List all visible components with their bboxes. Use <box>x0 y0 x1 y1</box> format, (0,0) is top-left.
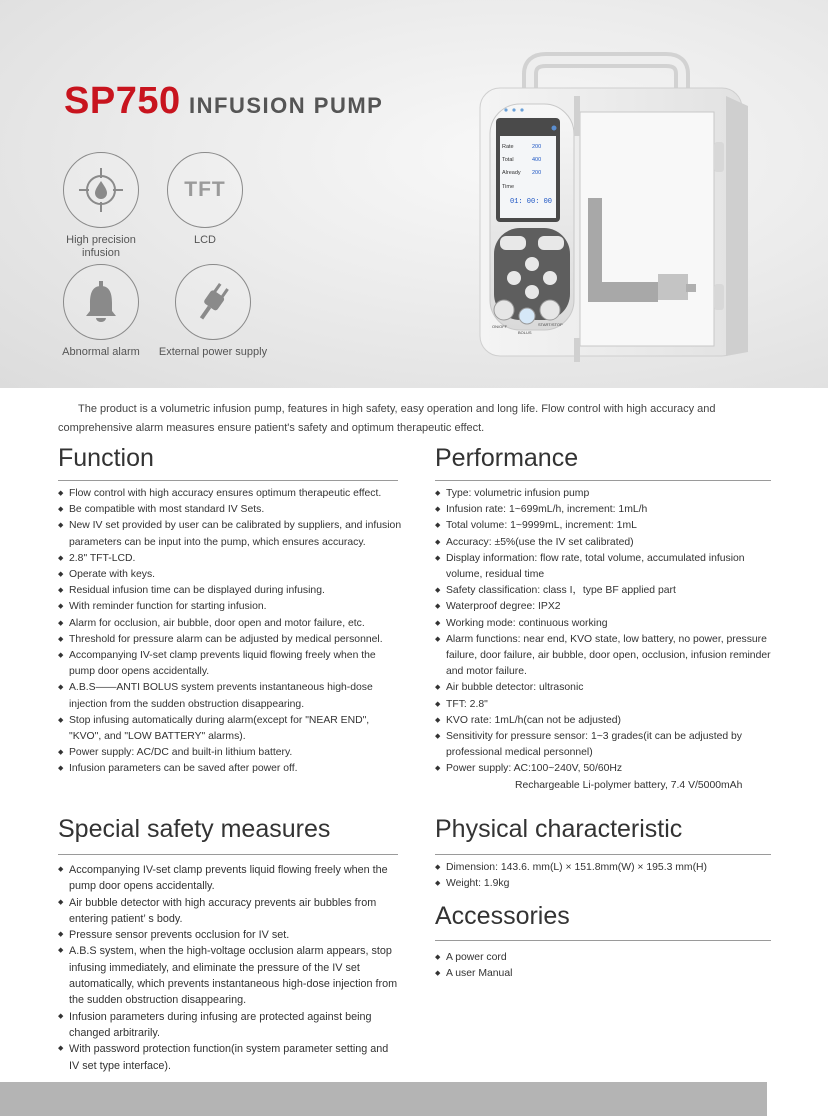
pump-device-image <box>470 52 760 382</box>
screen-rate-value: 200 <box>532 144 542 150</box>
bell-icon <box>63 264 139 340</box>
start-stop-button-label: START/STOP <box>538 322 563 327</box>
list-item: ◆ With reminder function for starting infusion. <box>58 599 404 615</box>
physical-list <box>435 860 775 892</box>
physical-title: Physical characteristic <box>435 815 683 843</box>
on-off-button-label: ON/OFF <box>492 324 508 329</box>
tft-icon-text: TFT <box>184 178 226 201</box>
list-item: ◆ Waterproof degree: IPX2 <box>435 599 777 615</box>
list-item: ◆ Infusion parameters during infusing are protected against being changed arbitrarily. <box>58 1009 398 1042</box>
list-item: ◆ A.B.S system, when the high-voltage occlusion alarm appears, stop infusing immediately, and eliminate the pressure of the IV set automatically, which prevents instantaneous high-dose injection from the sudden obstruction disappearing. <box>58 943 398 1008</box>
bolus-button-label: BOLUS <box>518 330 532 335</box>
list-item: ◆ Infusion rate: 1~699mL/h, increment: 1mL/h <box>435 502 777 518</box>
screen-already-label: Already <box>502 170 521 176</box>
list-item: ◆ KVO rate: 1mL/h(can not be adjusted) <box>435 713 777 729</box>
intro-paragraph: The product is a volumetric infusion pump, features in high safety, easy operation and long life. Flow control with high accuracy and comprehensive alarm measures ensure patient's safety and optimum therapeutic effect. <box>58 403 716 434</box>
list-item: ◆ Working mode: continuous working <box>435 616 777 632</box>
list-item: ◆ Alarm functions: near end, KVO state, low battery, no power, pressure failure, door failure, air bubble, door open, occlusion, infusion reminder and motor failure. <box>435 632 777 681</box>
list-item: ◆ 2.8" TFT-LCD. <box>58 551 404 567</box>
screen-time-label: Time <box>502 184 515 190</box>
safety-title: Special safety measures <box>58 815 331 843</box>
list-item: ◆ Alarm for occlusion, air bubble, door open and motor failure, etc. <box>58 616 404 632</box>
screen-total-label: Total <box>502 157 514 163</box>
safety-divider <box>58 854 398 855</box>
function-divider <box>58 480 398 481</box>
plug-icon <box>175 264 251 340</box>
list-item: ◆ Safety classification: class I，type BF applied part <box>435 583 777 599</box>
footer-bar <box>0 1082 767 1116</box>
list-item: ◆ Operate with keys. <box>58 567 404 583</box>
list-item: ◆ A.B.S——ANTI BOLUS system prevents instantaneous high-dose injection from the sudden obstruction disappearing. <box>58 680 404 712</box>
screen-rate-label: Rate <box>502 144 514 150</box>
list-item: ◆ Display information: flow rate, total volume, accumulated infusion volume, residual time <box>435 551 777 583</box>
function-list <box>58 486 404 778</box>
list-item: ◆ Residual infusion time can be displayed during infusing. <box>58 583 404 599</box>
physical-divider <box>435 854 771 855</box>
list-item: ◆ Air bubble detector with high accuracy prevents air bubbles from entering patient’ s body. <box>58 895 398 928</box>
list-item: ◆ A power cord <box>435 950 775 966</box>
droplet-crosshair-icon <box>63 152 139 228</box>
feature-power <box>158 264 268 359</box>
performance-divider <box>435 480 771 481</box>
product-title <box>64 80 383 123</box>
list-item-continuation: Rechargeable Li-polymer battery, 7.4 V/5000mAh <box>515 779 743 791</box>
accessories-title: Accessories <box>435 902 570 930</box>
list-item: ◆ Accompanying IV-set clamp prevents liquid flowing freely when the pump door opens accidentally. <box>58 648 404 680</box>
tft-icon <box>167 152 243 228</box>
list-item: ◆ Stop infusing automatically during alarm(except for "NEAR END", "KVO", and "LOW BATTERY" alarms). <box>58 713 404 745</box>
feature-label: Abnormal alarm <box>62 346 140 358</box>
list-item: ◆ Sensitivity for pressure sensor: 1~3 grades(it can be adjusted by professional medical personnel) <box>435 729 777 761</box>
feature-high-precision <box>46 152 156 260</box>
safety-list <box>58 862 398 1074</box>
list-item: ◆ Threshold for pressure alarm can be adjusted by medical personnel. <box>58 632 404 648</box>
list-item: ◆ Accompanying IV-set clamp prevents liquid flowing freely when the pump door opens accidentally. <box>58 862 398 895</box>
list-item: ◆ TFT: 2.8" <box>435 697 777 713</box>
list-item: ◆ Pressure sensor prevents occlusion for IV set. <box>58 927 398 943</box>
feature-alarm <box>46 264 156 359</box>
list-item: ◆ New IV set provided by user can be calibrated by suppliers, and infusion parameters can be input into the pump, which ensures accuracy. <box>58 518 404 550</box>
list-item: ◆ Total volume: 1~9999mL, increment: 1mL <box>435 518 777 534</box>
list-item: ◆ Dimension: 143.6. mm(L) × 151.8mm(W) × 195.3 mm(H) <box>435 860 775 876</box>
list-item: ◆ Weight: 1.9kg <box>435 876 775 892</box>
list-item: ◆ Be compatible with most standard IV Sets. <box>58 502 404 518</box>
list-item: ◆ Flow control with high accuracy ensures optimum therapeutic effect. <box>58 486 404 502</box>
product-name: INFUSION PUMP <box>189 93 384 118</box>
model-name: SP750 <box>64 80 181 122</box>
accessories-divider <box>435 940 771 941</box>
list-item: ◆ Air bubble detector: ultrasonic <box>435 680 777 696</box>
list-item: ◆ With password protection function(in system parameter setting and IV set type interface). <box>58 1041 398 1074</box>
performance-list <box>435 486 777 794</box>
function-title: Function <box>58 444 154 472</box>
feature-label: External power supply <box>158 346 268 358</box>
performance-title: Performance <box>435 444 579 472</box>
list-item: ◆ Accuracy: ±5%(use the IV set calibrated) <box>435 535 777 551</box>
feature-label: High precision infusion <box>66 234 136 259</box>
screen-already-value: 200 <box>532 170 542 176</box>
list-item: ◆ Power supply: AC/DC and built-in lithium battery. <box>58 745 404 761</box>
screen-time-value: 01: 00: 00 <box>510 198 553 206</box>
list-item: ◆ Type: volumetric infusion pump <box>435 486 777 502</box>
list-item: ◆ Power supply: AC:100~240V, 50/60Hz <box>435 761 777 777</box>
hero-banner <box>0 0 828 388</box>
list-item: ◆ Infusion parameters can be saved after power off. <box>58 761 404 777</box>
accessories-list <box>435 950 775 982</box>
feature-label: LCD <box>193 234 216 246</box>
list-item: ◆ A user Manual <box>435 966 775 982</box>
feature-lcd <box>150 152 260 247</box>
screen-total-value: 400 <box>532 157 542 163</box>
